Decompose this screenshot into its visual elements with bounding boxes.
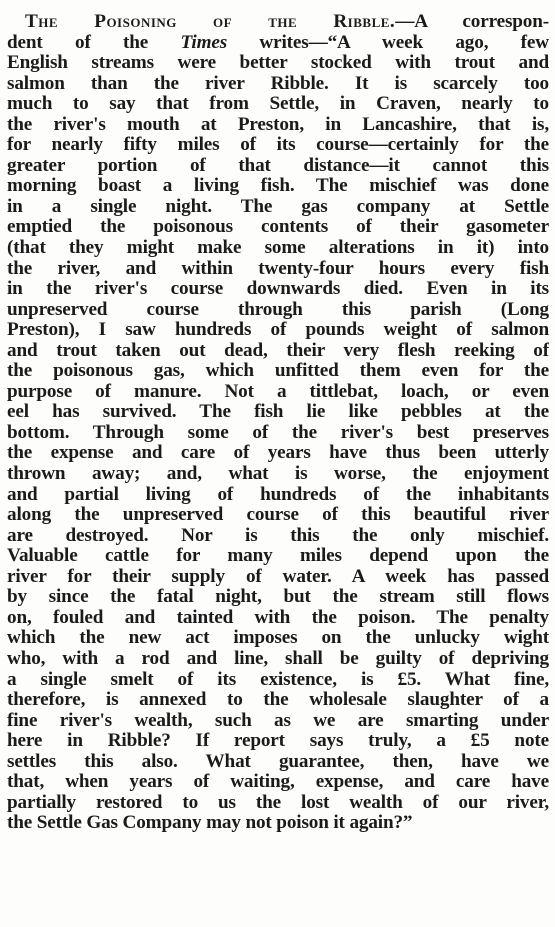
body-line: that, when years of waiting, expense, and care have (7, 772, 549, 793)
body-line: by since the fatal night, but the stream still flows (7, 587, 549, 608)
body-line: greater portion of that distance—it cannot this (7, 155, 549, 176)
body-line: unpreserved course through this parish (Long (7, 299, 549, 320)
headline-dash-text: —A correspon- (395, 12, 549, 32)
body-line: partially restored to us the lost wealth of our river, (7, 792, 549, 813)
body-line: bottom. Through some of the river's best preserves (7, 422, 549, 443)
body-line: Valuable cattle for many miles depend upon the (7, 546, 549, 567)
body-line: the poisonous gas, which unfitted them even for the (7, 361, 549, 382)
body-line: for nearly fifty miles of its course—certainly for the (7, 135, 549, 156)
article-headline: The Poisoning of the Ribble. (25, 12, 396, 32)
body-line: the river's mouth at Preston, in Lancashire, that is, (7, 114, 549, 135)
headline-line (7, 12, 549, 33)
body-line: much to say that from Settle, in Craven, nearly to (7, 94, 549, 115)
body-line: thrown away; and, what is worse, the enjoyment (7, 464, 549, 485)
body-line: (that they might make some alterations in it) into (7, 238, 549, 259)
body-line (7, 33, 549, 54)
body-line: who, with a rod and line, shall be guilty of depriving (7, 648, 549, 669)
body-line: river for their supply of water. A week has passed (7, 566, 549, 587)
body-line: are destroyed. Nor is this the only mischief. (7, 525, 549, 546)
body-line: here in Ribble? If report says truly, a £5 note (7, 731, 549, 752)
body-line: eel has survived. The fish lie like pebbles at the (7, 402, 549, 423)
body-line: on, fouled and tainted with the poison. The penalty (7, 607, 549, 628)
attribution-start: dent of the (7, 32, 149, 53)
body-line: salmon than the river Ribble. It is scarcely too (7, 73, 549, 94)
body-line: along the unpreserved course of this beautiful river (7, 505, 549, 526)
body-line: the river, and within twenty-four hours every fish (7, 258, 549, 279)
attribution-end: writes—“A week ago, few (259, 32, 549, 53)
body-line: English streams were better stocked with trout and (7, 53, 549, 74)
body-line: fine river's wealth, such as we are smarting under (7, 710, 549, 731)
body-line: and trout taken out dead, their very flesh reeking of (7, 340, 549, 361)
newspaper-name: Times (180, 32, 228, 53)
body-line: settles this also. What guarantee, then, have we (7, 751, 549, 772)
body-line: and partial living of hundreds of the inhabitants (7, 484, 549, 505)
body-line: the expense and care of years have thus been utterly (7, 443, 549, 464)
body-line: purpose of manure. Not a tittlebat, loach, or even (7, 381, 549, 402)
body-line: Preston), I saw hundreds of pounds weight of salmon (7, 320, 549, 341)
body-line: which the new act imposes on the unlucky wight (7, 628, 549, 649)
body-line: in a single night. The gas company at Settle (7, 196, 549, 217)
body-line: in the river's course downwards died. Even in its (7, 279, 549, 300)
body-line: a single smelt of its existence, is £5. What fine, (7, 669, 549, 690)
closing-line: the Settle Gas Company may not poison it again?” (7, 813, 413, 834)
article-body (7, 53, 549, 834)
body-line: morning boast a living fish. The mischief was done (7, 176, 549, 197)
body-line: therefore, is annexed to the wholesale slaughter of a (7, 690, 549, 711)
body-line: emptied the poisonous contents of their gasometer (7, 217, 549, 238)
